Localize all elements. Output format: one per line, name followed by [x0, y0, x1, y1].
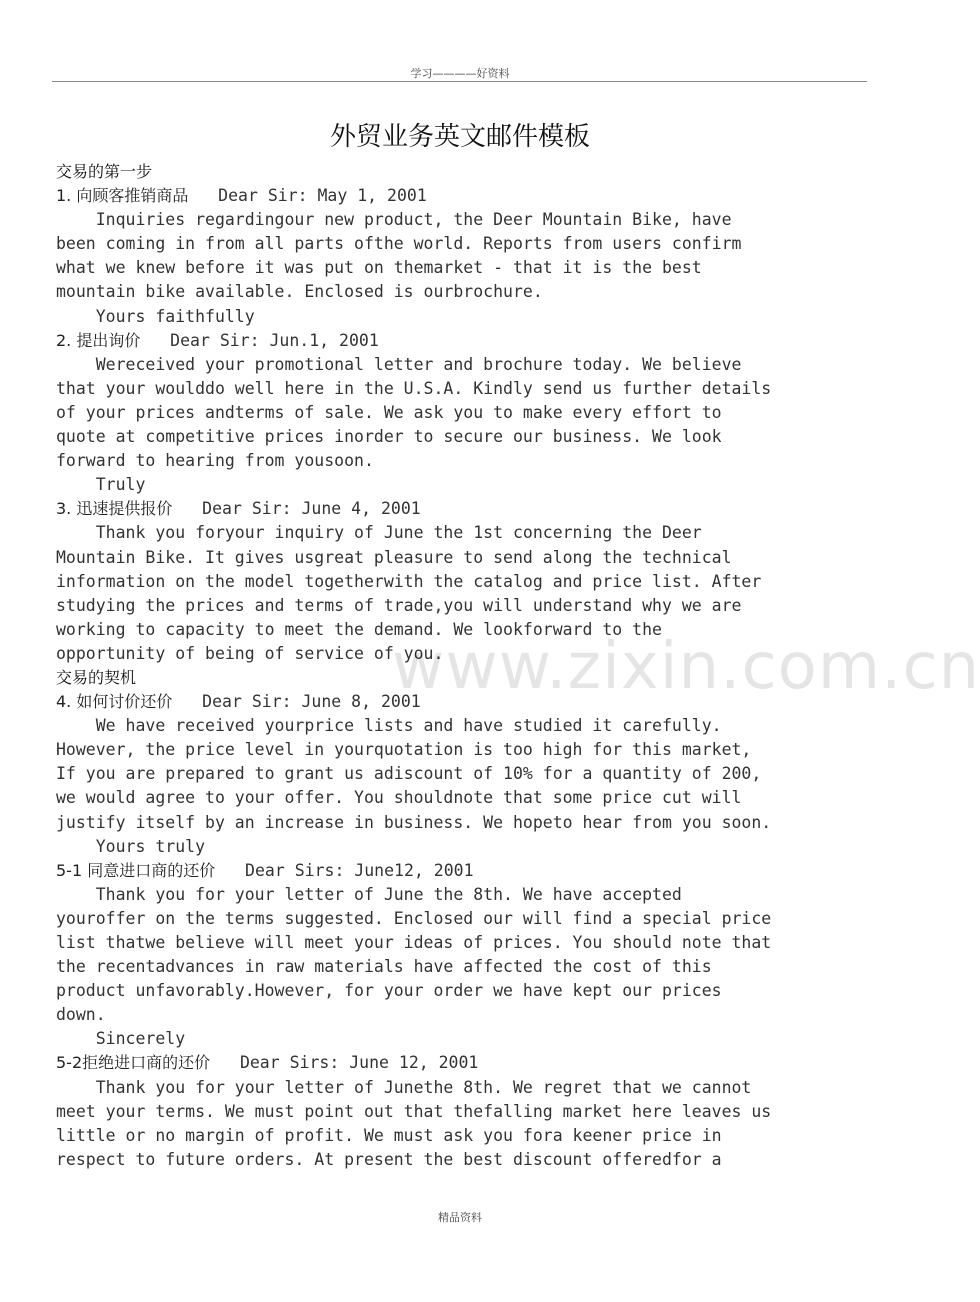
letter-heading [56, 1051, 866, 1075]
page-header: 学习————好资料 [410, 67, 510, 80]
body-line: respect to future orders. At present the best discount offeredfor a [56, 1149, 722, 1169]
body-line: the recentadvances in raw materials have affected the cost of this [56, 957, 712, 977]
section-heading [56, 160, 866, 184]
body-line: quote at competitive prices inorder to secure our business. We look [56, 427, 722, 447]
body-line: Truly [56, 475, 146, 495]
body-line: Thank you for your letter of June the 8th. We have accepted [56, 884, 682, 904]
body-line: product unfavorably.However, for your order we have kept our prices [56, 981, 722, 1001]
section-heading-text: 交易的契机 [56, 667, 137, 687]
body-line: Sincerely [56, 1029, 186, 1049]
body-line: We have received yourprice lists and have studied it carefully. [56, 716, 722, 736]
body-line: justify itself by an increase in business. We hopeto hear from you soon. [56, 812, 772, 832]
body-line: that your woulddo well here in the U.S.A. Kindly send us further details [56, 378, 772, 398]
letter-salutation-date: Dear Sirs: June12, 2001 [215, 860, 474, 880]
page-footer: 精品资料 [438, 1211, 482, 1224]
document-body [56, 160, 866, 1172]
body-line: Thank you foryour inquiry of June the 1st concerning the Deer [56, 523, 702, 543]
body-line: what we knew before it was put on themarket - that it is the best [56, 258, 702, 278]
letter-title: 3. 迅速提供报价 [56, 499, 173, 519]
letter-heading [56, 859, 866, 883]
letter-salutation-date: Dear Sirs: June 12, 2001 [210, 1053, 479, 1073]
section-heading [56, 666, 866, 690]
body-line: Wereceived your promotional letter and brochure today. We believe [56, 354, 742, 374]
body-line: information on the model togetherwith the catalog and price list. After [56, 571, 762, 591]
letter-title: 5-2拒绝进口商的还价 [56, 1053, 211, 1073]
body-line: Thank you for your letter of Junethe 8th. We regret that we cannot [56, 1077, 752, 1097]
letter-heading [56, 497, 866, 521]
body-line: youroffer on the terms suggested. Enclosed our will find a special price [56, 908, 772, 928]
letter-salutation-date: Dear Sir: June 8, 2001 [172, 692, 421, 712]
body-line: meet your terms. We must point out that thefalling market here leaves us [56, 1101, 772, 1121]
body-line: mountain bike available. Enclosed is ourbrochure. [56, 282, 543, 302]
body-line: Mountain Bike. It gives usgreat pleasure to send along the technical [56, 547, 732, 567]
letter-heading [56, 184, 866, 208]
letter-salutation-date: Dear Sir: June 4, 2001 [172, 499, 421, 519]
body-line: forward to hearing from yousoon. [56, 451, 374, 471]
body-line: list thatwe believe will meet your ideas of prices. You should note that [56, 933, 772, 952]
header-rule [52, 81, 867, 82]
body-line: working to capacity to meet the demand. We lookforward to the [56, 619, 662, 639]
document-title: 外贸业务英文邮件模板 [329, 122, 590, 152]
letter-heading [56, 690, 866, 714]
section-heading-text: 交易的第一步 [56, 162, 153, 181]
body-line: studying the prices and terms of trade,you will understand why we are [56, 595, 742, 615]
body-line: However, the price level in yourquotation is too high for this market, [56, 740, 752, 760]
body-line: of your prices andterms of sale. We ask you to make every effort to [56, 402, 722, 422]
body-line: opportunity of being of service of you. [56, 643, 444, 663]
body-line: If you are prepared to grant us adiscount of 10% for a quantity of 200, [56, 764, 762, 784]
body-line: little or no margin of profit. We must ask you fora keener price in [56, 1125, 722, 1145]
body-line: Yours faithfully [56, 306, 255, 326]
body-line: been coming in from all parts ofthe world. Reports from users confirm [56, 234, 742, 254]
body-line: we would agree to your offer. You shouldnote that some price cut will [56, 788, 742, 808]
body-line: Yours truly [56, 836, 206, 856]
letter-title: 4. 如何讨价还价 [56, 692, 173, 712]
body-line: Inquiries regardingour new product, the Deer Mountain Bike, have [56, 210, 732, 230]
letter-heading [56, 329, 866, 353]
letter-title: 2. 提出询价 [56, 330, 141, 350]
letter-title: 1. 向顾客推销商品 [56, 186, 189, 206]
letter-salutation-date: Dear Sir: Jun.1, 2001 [140, 330, 379, 350]
letter-title: 5-1 同意进口商的还价 [56, 860, 216, 880]
body-line: down. [56, 1005, 106, 1025]
letter-salutation-date: Dear Sir: May 1, 2001 [188, 186, 427, 206]
watermark: www.zixin.com.cn [392, 630, 980, 704]
